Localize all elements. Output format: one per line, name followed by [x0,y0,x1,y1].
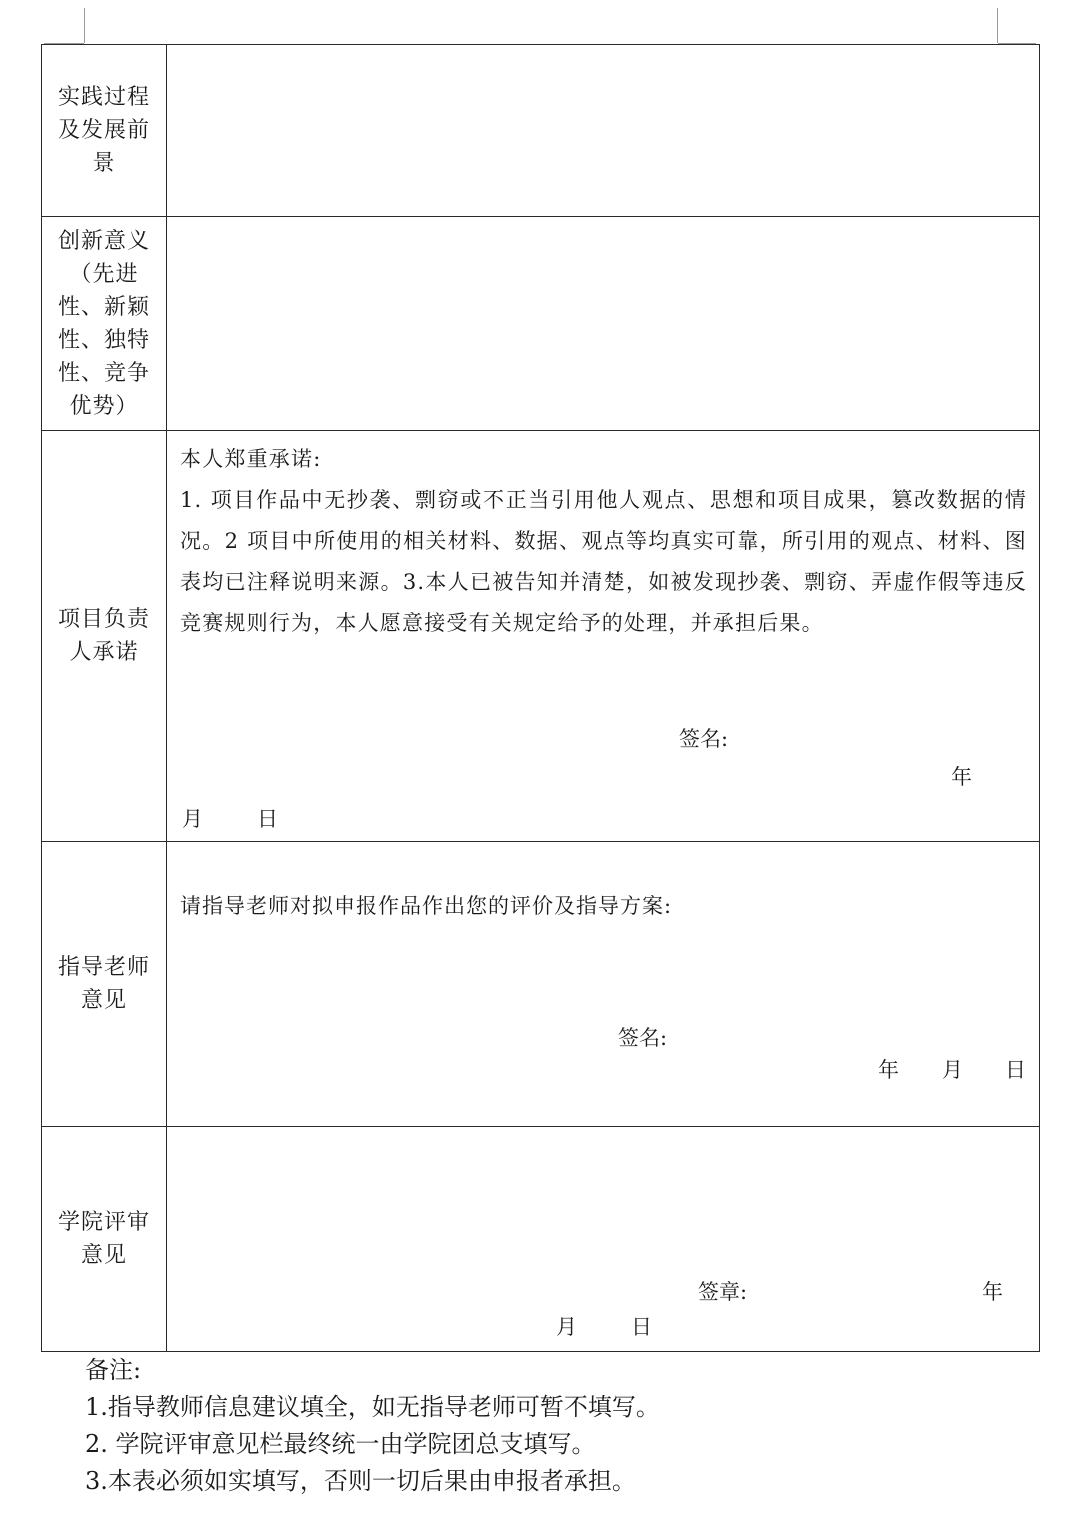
college-content-cell[interactable] [167,1127,1040,1352]
remarks-item-3: 3.本表必须如实填写，否则一切后果由申报者承担。 [85,1467,636,1495]
advisor-year-label: 年 [878,1058,899,1082]
pledge-sign-label: 签名: [679,727,729,751]
advisor-label: 指导老师 意见 [57,955,150,1013]
crop-mark-right-vertical [997,8,998,43]
row-pledge [42,431,1040,842]
practice-label: 实践过程 及发展前 景 [57,85,150,176]
remarks-item-1: 1.指导教师信息建议填全，如无指导老师可暂不填写。 [85,1393,660,1421]
college-month-label: 月 [556,1315,577,1339]
pledge-content-cell [167,431,1040,842]
pledge-statement: 1. 项目作品中无抄袭、剽窃或不正当引用他人观点、思想和项目成果，篡改数据的情况。2 项目中所使用的相关材料、数据、观点等均真实可靠，所引用的观点、材料、图表均已注释说明来源。3.本人已被告知并清楚，如被发现抄袭、剽窃、弄虚作假等违反竞赛规则行为，本人愿意接受有关规定给予的处理，并承担后果。 [180,488,1027,635]
row-college [42,1127,1040,1352]
innovation-label: 创新意义 （先进 性、新颖 性、独特 性、竞争 优势） [57,228,150,419]
remarks-title: 备注: [85,1356,142,1384]
row-practice [42,45,1040,217]
college-day-label: 日 [631,1315,652,1339]
advisor-prompt: 请指导老师对拟申报作品作出您的评价及指导方案: [180,894,673,918]
college-year-label: 年 [982,1280,1003,1304]
pledge-label-cell [42,431,167,842]
advisor-content-cell[interactable] [167,842,1040,1127]
college-label-cell [42,1127,167,1352]
remarks-item-2: 2. 学院评审意见栏最终统一由学院团总支填写。 [85,1430,596,1458]
advisor-day-label: 日 [1005,1058,1026,1082]
pledge-day-label: 日 [257,807,278,831]
advisor-month-label: 月 [942,1058,963,1082]
innovation-input-area[interactable] [167,217,1040,431]
crop-mark-left-vertical [84,8,85,43]
practice-label-cell [42,45,167,217]
advisor-sign-label: 签名: [618,1026,668,1050]
application-form-table [41,44,1040,1352]
practice-input-area[interactable] [167,45,1040,217]
pledge-heading: 本人郑重承诺: [180,447,322,471]
remarks-section [85,1352,660,1500]
innovation-label-cell [42,217,167,431]
pledge-label: 项目负责 人承诺 [57,607,150,665]
pledge-month-label: 月 [182,807,203,831]
row-advisor [42,842,1040,1127]
pledge-text [167,431,1039,644]
row-innovation [42,217,1040,431]
college-label: 学院评审 意见 [57,1210,150,1268]
pledge-year-label: 年 [951,765,972,789]
college-seal-label: 签章: [698,1280,748,1304]
advisor-label-cell [42,842,167,1127]
